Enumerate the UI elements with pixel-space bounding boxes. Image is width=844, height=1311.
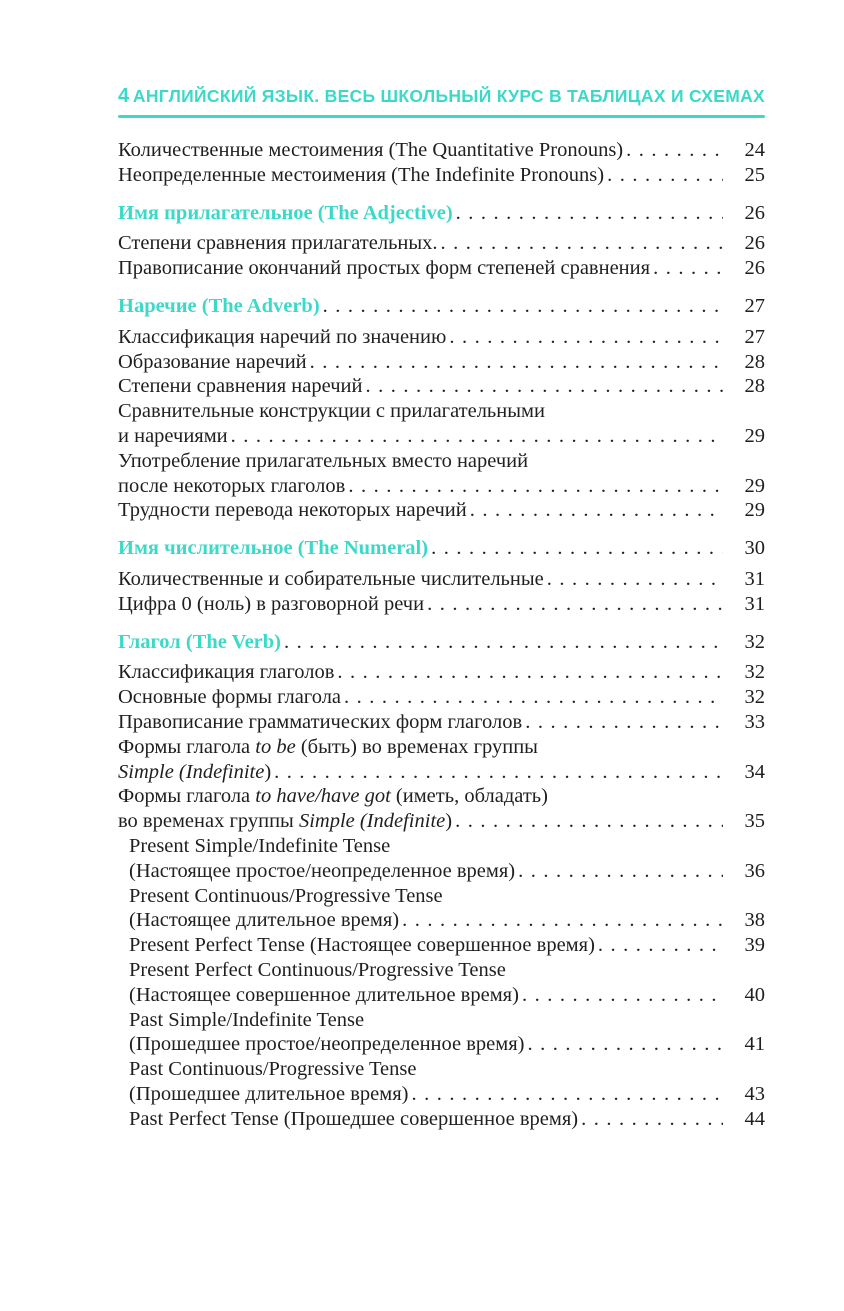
- toc-page-number: 26: [744, 201, 765, 224]
- toc-leader-dots: [626, 138, 723, 163]
- toc-page-number: 29: [744, 424, 765, 447]
- toc-page-number: 29: [744, 499, 765, 522]
- toc-page-number: 26: [744, 257, 765, 280]
- toc-entry-title: [118, 784, 548, 809]
- toc-entry-row: [118, 685, 765, 710]
- toc-entry-title: [118, 350, 307, 375]
- toc-entry-title: [118, 294, 320, 319]
- toc-entry-title: [118, 592, 424, 617]
- toc-title-segment: Классификация наречий по значению: [118, 325, 447, 348]
- toc-entry-title: [118, 163, 604, 188]
- toc-page-number: 39: [744, 934, 765, 957]
- toc-entry-row: [118, 784, 765, 809]
- toc-leader-dots: [348, 474, 723, 499]
- toc-entry-row: [118, 231, 765, 256]
- toc-title-segment: Наречие (The Adverb): [118, 294, 320, 317]
- toc-title-segment: Правописание грамматических форм глаголов: [118, 710, 523, 733]
- toc-entry-title: [118, 201, 453, 226]
- toc-title-segment: (иметь, обладать): [390, 785, 548, 808]
- toc-entry-title: [118, 325, 446, 350]
- toc-leader-dots: [607, 163, 723, 188]
- toc-page-number: 41: [744, 1033, 765, 1056]
- toc-leader-dots: [344, 685, 723, 710]
- toc-page-number: 31: [744, 567, 765, 590]
- toc-entry-title: [118, 536, 428, 561]
- toc-entry-row: [118, 660, 765, 685]
- toc-title-segment: (Настоящее простое/неопределенное время): [129, 859, 516, 882]
- toc-title-segment: (быть) во временах группы: [295, 735, 538, 758]
- toc-entry-title: [129, 983, 519, 1008]
- toc-entry-row: [118, 809, 765, 834]
- toc-title-segment: Правописание окончаний простых форм степеней сравнения: [118, 257, 651, 280]
- toc-entry-title: [129, 1107, 578, 1132]
- toc-title-segment: Past Continuous/Progressive Tense: [129, 1058, 417, 1081]
- toc-entry-title: [129, 884, 443, 909]
- toc-entry-row: [118, 1107, 765, 1132]
- toc-page-number: 30: [744, 537, 765, 560]
- toc-entry-row: [118, 474, 765, 499]
- toc-leader-dots: [441, 231, 723, 256]
- toc-page-number: 28: [744, 375, 765, 398]
- toc-title-segment: Past Simple/Indefinite Tense: [129, 1008, 365, 1031]
- toc-page-number: 35: [744, 810, 765, 833]
- toc-leader-dots: [528, 1032, 724, 1057]
- toc-page-number: 29: [744, 474, 765, 497]
- toc-title-italic-segment: to be: [255, 735, 296, 758]
- toc-entry-title: [118, 498, 467, 523]
- toc-entry-title: [118, 374, 362, 399]
- toc-entry-row: [118, 1082, 765, 1107]
- toc-title-segment: Степени сравнения наречий: [118, 375, 363, 398]
- toc-title-segment: Present Continuous/Progressive Tense: [129, 884, 443, 907]
- toc-leader-dots: [653, 256, 723, 281]
- toc-list: [118, 138, 765, 1131]
- toc-leader-dots: [456, 201, 723, 226]
- toc-entry-row: [118, 908, 765, 933]
- toc-title-segment: Неопределенные местоимения (The Indefinite Pronouns): [118, 163, 605, 186]
- toc-title-segment: Present Perfect Continuous/Progressive Tense: [129, 958, 506, 981]
- toc-entry-row: [118, 592, 765, 617]
- toc-leader-dots: [470, 498, 723, 523]
- page-header: [118, 86, 765, 106]
- toc-page-number: 28: [744, 350, 765, 373]
- toc-entry-row: [118, 256, 765, 281]
- toc-title-italic-segment: Simple (Indefinite: [118, 760, 265, 783]
- toc-leader-dots: [412, 1082, 723, 1107]
- toc-heading-row: [118, 294, 765, 319]
- toc-page-number: 43: [744, 1082, 765, 1105]
- toc-entry-row: [118, 399, 765, 424]
- toc-page-number: 31: [744, 592, 765, 615]
- toc-page-number: 44: [744, 1107, 765, 1130]
- toc-page-number: 36: [744, 859, 765, 882]
- toc-page-number: 32: [744, 661, 765, 684]
- toc-entry-row: [118, 350, 765, 375]
- toc-page-number: 24: [744, 139, 765, 161]
- toc-title-italic-segment: to have/have got: [255, 785, 391, 808]
- toc-page-number: 40: [744, 983, 765, 1006]
- toc-entry-row: [118, 983, 765, 1008]
- toc-page-number: 27: [744, 325, 765, 348]
- toc-entry-title: [129, 1082, 409, 1107]
- toc-leader-dots: [598, 933, 723, 958]
- toc-entry-title: [129, 958, 506, 983]
- header-rule: [118, 115, 765, 118]
- toc-entry-title: [129, 933, 595, 958]
- toc-entry-title: [118, 760, 271, 785]
- toc-title-segment: Формы глагола: [118, 785, 256, 808]
- toc-title-segment: Степени сравнения прилагательных.: [118, 232, 438, 255]
- toc-title-segment: Количественные и собирательные числительные: [118, 567, 544, 590]
- toc-entry-title: [118, 660, 334, 685]
- toc-entry-title: [118, 567, 544, 592]
- toc-leader-dots: [455, 809, 723, 834]
- toc-entry-row: [118, 424, 765, 449]
- toc-entry-title: [118, 449, 528, 474]
- toc-entry-row: [118, 138, 765, 163]
- toc-entry-title: [118, 424, 228, 449]
- toc-entry-title: [118, 809, 452, 834]
- toc-title-segment: Трудности перевода некоторых наречий: [118, 499, 467, 522]
- toc-leader-dots: [310, 350, 723, 375]
- toc-title-segment: Формы глагола: [118, 735, 256, 758]
- toc-leader-dots: [581, 1107, 723, 1132]
- toc-entry-row: [118, 859, 765, 884]
- toc-entry-row: [118, 884, 765, 909]
- toc-title-segment: во временах группы: [118, 810, 299, 833]
- toc-entry-title: [118, 231, 438, 256]
- toc-title-segment: после некоторых глаголов: [118, 474, 346, 497]
- toc-entry-row: [118, 735, 765, 760]
- toc-title-segment: ): [264, 760, 272, 783]
- toc-leader-dots: [518, 859, 723, 884]
- toc-entry-row: [118, 163, 765, 188]
- toc-title-segment: Употребление прилагательных вместо наречий: [118, 449, 529, 472]
- toc-page-number: 38: [744, 909, 765, 932]
- toc-entry-title: [129, 1032, 525, 1057]
- toc-leader-dots: [284, 630, 723, 655]
- toc-entry-row: [118, 567, 765, 592]
- toc-entry-title: [118, 399, 545, 424]
- toc-leader-dots: [274, 760, 723, 785]
- toc-entry-row: [118, 374, 765, 399]
- toc-title-segment: ): [445, 810, 453, 833]
- toc-entry-title: [129, 908, 399, 933]
- toc-page-number: 32: [744, 630, 765, 653]
- toc-entry-title: [129, 1008, 364, 1033]
- toc-heading-row: [118, 630, 765, 655]
- toc-leader-dots: [337, 660, 723, 685]
- toc-entry-row: [118, 834, 765, 859]
- toc-entry-row: [118, 760, 765, 785]
- toc-entry-row: [118, 1057, 765, 1082]
- toc-entry-row: [118, 449, 765, 474]
- toc-page-number: 25: [744, 163, 765, 186]
- running-title: АНГЛИЙСКИЙ ЯЗЫК. ВЕСЬ ШКОЛЬНЫЙ КУРС В ТАБЛИЦАХ И СХЕМАХ: [132, 86, 765, 106]
- toc-page-number: 26: [744, 232, 765, 255]
- toc-title-segment: (Настоящее совершенное длительное время): [129, 983, 519, 1006]
- folio-page-number: 4: [118, 85, 130, 107]
- toc-title-segment: Образование наречий: [118, 350, 307, 373]
- toc-title-segment: Основные формы глагола: [118, 686, 342, 709]
- toc-title-segment: Глагол (The Verb): [118, 630, 281, 653]
- toc-title-segment: (Прошедшее длительное время): [129, 1082, 409, 1105]
- toc-entry-row: [118, 958, 765, 983]
- toc-title-segment: Present Perfect Tense (Настоящее совершенное время): [129, 934, 595, 957]
- toc-title-segment: Имя прилагательное (The Adjective): [118, 201, 453, 224]
- toc-title-segment: Сравнительные конструкции с прилагательными: [118, 400, 545, 423]
- toc-entry-title: [129, 834, 390, 859]
- toc-title-segment: Количественные местоимения (The Quantitative Pronouns): [118, 139, 624, 161]
- toc-entry-title: [129, 859, 515, 884]
- toc-leader-dots: [365, 374, 723, 399]
- toc-entry-title: [118, 710, 522, 735]
- toc-heading-row: [118, 536, 765, 561]
- toc-leader-dots: [522, 983, 723, 1008]
- toc-leader-dots: [323, 294, 723, 319]
- toc-leader-dots: [449, 325, 723, 350]
- toc-page-number: 27: [744, 294, 765, 317]
- toc-entry-row: [118, 710, 765, 735]
- toc-entry-row: [118, 1032, 765, 1057]
- toc-entry-title: [118, 685, 341, 710]
- toc-title-segment: и наречиями: [118, 424, 228, 447]
- toc-page-number: 34: [744, 760, 765, 783]
- toc-heading-row: [118, 201, 765, 226]
- toc-leader-dots: [525, 710, 723, 735]
- toc-entry-title: [118, 474, 345, 499]
- toc-title-segment: Имя числительное (The Numeral): [118, 537, 429, 560]
- toc-title-segment: Классификация глаголов: [118, 661, 335, 684]
- toc-title-segment: Цифра 0 (ноль) в разговорной речи: [118, 592, 425, 615]
- toc-page-number: 33: [744, 710, 765, 733]
- toc-entry-row: [118, 933, 765, 958]
- toc-entry-title: [129, 1057, 416, 1082]
- toc-entry-row: [118, 325, 765, 350]
- toc-leader-dots: [427, 592, 723, 617]
- toc-entry-title: [118, 630, 281, 655]
- toc-entry-title: [118, 735, 538, 760]
- toc-title-segment: Present Simple/Indefinite Tense: [129, 834, 391, 857]
- toc-page-number: 32: [744, 686, 765, 709]
- toc-title-italic-segment: Simple (Indefinite: [298, 810, 446, 833]
- toc-entry-row: [118, 498, 765, 523]
- toc-leader-dots: [431, 536, 723, 561]
- toc-title-segment: (Прошедшее простое/неопределенное время): [129, 1033, 525, 1056]
- toc-leader-dots: [402, 908, 723, 933]
- toc-leader-dots: [547, 567, 723, 592]
- toc-title-segment: Past Perfect Tense (Прошедшее совершенное время): [129, 1107, 579, 1130]
- toc-entry-row: [118, 1008, 765, 1033]
- toc-title-segment: (Настоящее длительное время): [129, 909, 400, 932]
- toc-entry-title: [118, 256, 650, 281]
- toc-entry-title: [118, 138, 623, 163]
- toc-leader-dots: [231, 424, 723, 449]
